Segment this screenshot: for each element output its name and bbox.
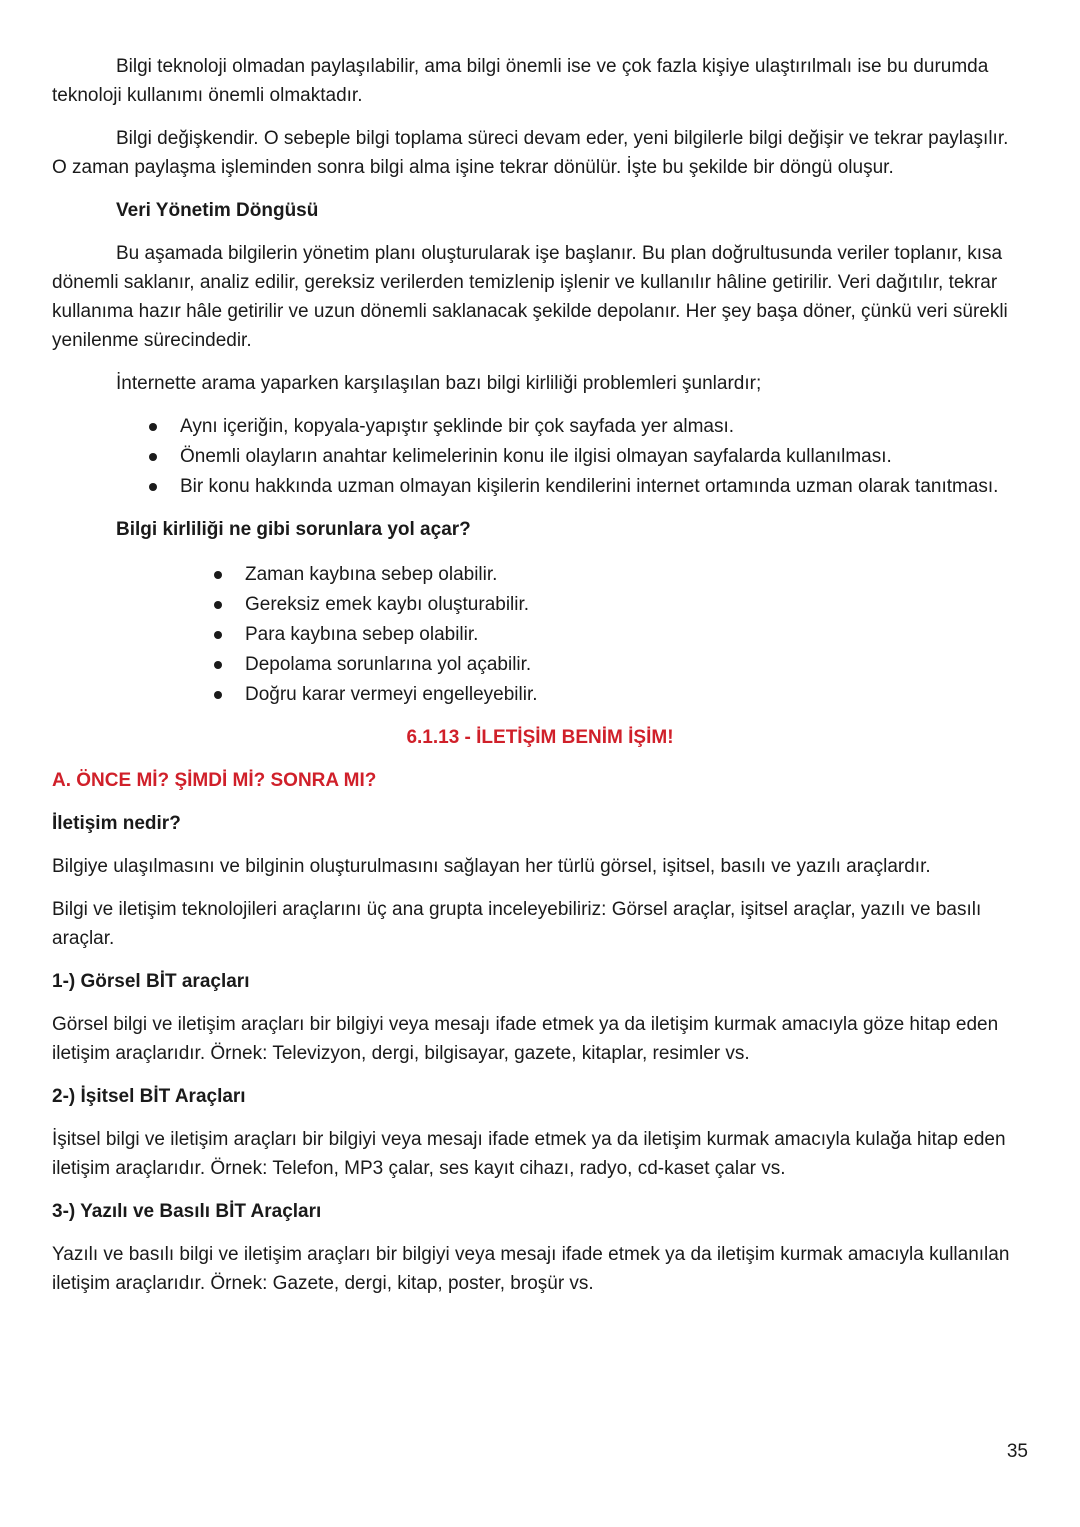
paragraph-information-pollution-intro: İnternette arama yaparken karşılaşılan bazı bilgi kirliliği problemleri şunlardır; <box>116 373 762 394</box>
list-item: Doğru karar vermeyi engelleyebilir. <box>245 680 1028 709</box>
paragraph-visual-tools: Görsel bilgi ve iletişim araçları bir bilgiyi veya mesajı ifade etmek ya da iletişim kurmak amacıyla göze hitap eden iletişim araçlarıdır. Örnek: Televizyon, dergi, bilgisayar, gazete, kitaplar, resimler vs. <box>52 1014 999 1064</box>
page-number: 35 <box>1006 1441 1028 1462</box>
list-item: Gereksiz emek kaybı oluşturabilir. <box>245 590 1028 619</box>
heading-what-is-communication: İletişim nedir? <box>52 813 181 834</box>
subsection-title: A. ÖNCE Mİ? ŞİMDİ Mİ? SONRA MI? <box>52 770 377 791</box>
paragraph-information-changes: Bilgi değişkendir. O sebeple bilgi toplama süreci devam eder, yeni bilgilerle bilgi değişir ve tekrar paylaşılır. O zaman paylaşma işleminden sonra bilgi alma işine tekrar dönülür. İşte bu şekilde bir döngü oluşur. <box>52 128 1009 178</box>
heading-visual-tools: 1-) Görsel BİT araçları <box>52 971 250 992</box>
list-pollution-effects <box>52 560 1028 709</box>
list-item: Zaman kaybına sebep olabilir. <box>245 560 1028 589</box>
heading-data-management-cycle: Veri Yönetim Döngüsü <box>116 200 319 221</box>
paragraph-print-tools: Yazılı ve basılı bilgi ve iletişim araçları bir bilgiyi veya mesajı ifade etmek ya da iletişim kurmak amacıyla kullanılan iletişim araçlarıdır. Örnek: Gazete, dergi, kitap, poster, broşür vs. <box>52 1244 1010 1294</box>
section-title: 6.1.13 - İLETİŞİM BENİM İŞİM! <box>406 727 674 748</box>
paragraph-communication-definition: Bilgiye ulaşılmasını ve bilginin oluşturulmasını sağlayan her türlü görsel, işitsel, basılı ve yazılı araçlardır. <box>52 856 931 877</box>
document-page <box>52 52 1028 1312</box>
list-item: Bir konu hakkında uzman olmayan kişilerin kendilerini internet ortamında uzman olarak tanıtması. <box>180 472 1028 501</box>
heading-audio-tools: 2-) İşitsel BİT Araçları <box>52 1086 246 1107</box>
list-item: Para kaybına sebep olabilir. <box>245 620 1028 649</box>
paragraph-technology-sharing: Bilgi teknoloji olmadan paylaşılabilir, ama bilgi önemli ise ve çok fazla kişiye ulaştırılmalı ise bu durumda teknoloji kullanımı önemli olmaktadır. <box>52 56 989 106</box>
paragraph-data-management: Bu aşamada bilgilerin yönetim planı oluşturularak işe başlanır. Bu plan doğrultusunda veriler toplanır, kısa dönemli saklanır, analiz edilir, gereksiz verilerden temizlenip işlenir ve kullanılır hâline getirilir. Veri dağıtılır, tekrar kullanıma hazır hâle getirilir ve uzun dönemli saklanacak şekilde depolanır. Her şey başa döner, çünkü veri sürekli yenilenme sürecindedir. <box>52 243 1008 351</box>
list-pollution-problems <box>52 412 1028 501</box>
list-item: Önemli olayların anahtar kelimelerinin konu ile ilgisi olmayan sayfalarda kullanılması. <box>180 442 1028 471</box>
paragraph-audio-tools: İşitsel bilgi ve iletişim araçları bir bilgiyi veya mesajı ifade etmek ya da iletişim kurmak amacıyla kulağa hitap eden iletişim araçlarıdır. Örnek: Telefon, MP3 çalar, ses kayıt cihazı, radyo, cd-kaset çalar vs. <box>52 1129 1006 1179</box>
heading-print-tools: 3-) Yazılı ve Basılı BİT Araçları <box>52 1201 322 1222</box>
list-item: Aynı içeriğin, kopyala-yapıştır şeklinde bir çok sayfada yer alması. <box>180 412 1028 441</box>
heading-pollution-question: Bilgi kirliliği ne gibi sorunlara yol açar? <box>116 519 471 540</box>
paragraph-communication-groups: Bilgi ve iletişim teknolojileri araçlarını üç ana grupta inceleyebiliriz: Görsel araçlar, işitsel araçlar, yazılı ve basılı araçlar. <box>52 899 982 949</box>
list-item: Depolama sorunlarına yol açabilir. <box>245 650 1028 679</box>
